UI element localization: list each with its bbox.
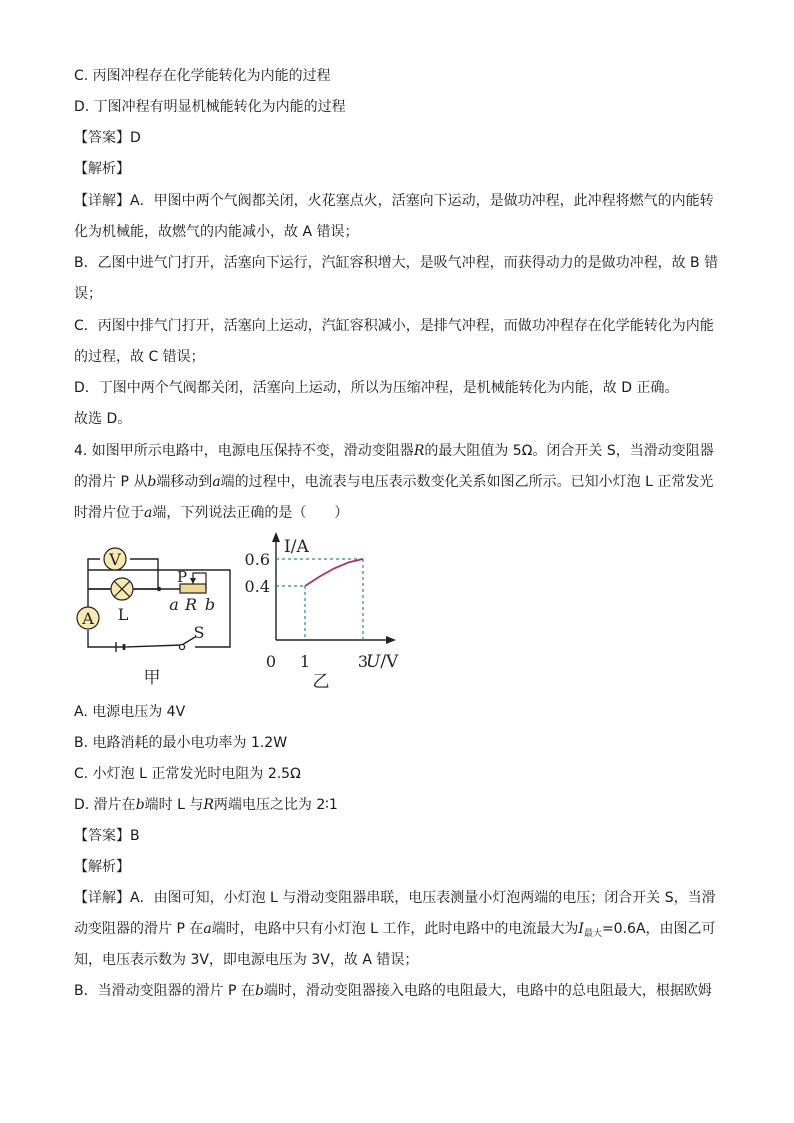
detail-line: 误； [74, 286, 102, 302]
figure [70, 530, 420, 695]
detail-line: 动变阻器的滑片 P 在a端时，电路中只有小灯泡 L 工作，此时电路中的电流最大为$I_{最大}=0.6A$，由图乙可 [74, 921, 716, 939]
detail-line: 知，电压表示数为 3V，即电源电压为 3V，故 A 错误； [74, 952, 419, 968]
wire-voltmeter-right [130, 559, 158, 570]
guide-lines [276, 559, 363, 640]
analysis-label: 【解析】 [74, 859, 130, 875]
end-b-label: b [204, 595, 216, 614]
slider-label: P [176, 568, 188, 586]
y-tick-label: 0.4 [244, 577, 270, 596]
x-tick-label: 3 [357, 652, 369, 671]
detail-line: 【详解】A．由图可知，小灯泡 L 与滑动变阻器串联，电压表测量小灯泡两端的电压；闭合开关 S，当滑 [74, 890, 716, 906]
ammeter-label: A [82, 609, 94, 628]
x-tick-label: 1 [299, 652, 311, 671]
tick-labels [245, 550, 369, 671]
y-tick-label: 0.6 [244, 550, 270, 569]
slider-arrow [190, 578, 196, 584]
question-4-line-1: 4. 如图甲所示电路中，电源电压保持不变，滑动变阻器R的最大阻值为 5Ω。闭合开关 S，当滑动变阻器 [74, 443, 714, 459]
y-axis-label: I/A [284, 537, 309, 557]
answer-prev: 【答案】D [74, 130, 141, 146]
option-b: B. 电路消耗的最小电功率为 1.2W [74, 735, 288, 751]
option-d-prev: D. 丁图冲程有明显机械能转化为内能的过程 [74, 99, 346, 115]
detail-line: B．乙图中进气门打开，活塞向下运行，汽缸容积增大，是吸气冲程，而获得动力的是做功冲程，故 B 错 [74, 255, 719, 271]
resistor-label: R [184, 595, 198, 614]
detail-line: B．当滑动变阻器的滑片 P 在b端时，滑动变阻器接入电路的电阻最大，电路中的总电阻最大，根据欧姆 [74, 983, 712, 999]
voltmeter-label: V [109, 550, 121, 569]
option-a: A. 电源电压为 4V [74, 704, 186, 720]
end-a-label: a [169, 595, 179, 614]
switch-contact [179, 644, 184, 649]
x-axis-arrow [386, 636, 396, 644]
option-d: D. 滑片在b端时 L 与R两端电压之比为 2∶1 [74, 797, 338, 813]
option-c-prev: C. 丙图冲程存在化学能转化为内能的过程 [74, 68, 331, 84]
detail-line: 的过程，故 C 错误； [74, 349, 205, 365]
conclusion-line: 故选 D。 [74, 411, 132, 427]
option-c: C. 小灯泡 L 正常发光时电阻为 2.5Ω [74, 766, 301, 782]
switch-label: S [193, 623, 205, 642]
series-line [305, 559, 363, 586]
detail-line: 【详解】A．甲图中两个气阀都关闭，火花塞点火，活塞向下运动，是做功冲程，此冲程将燃气的内能转 [74, 193, 714, 209]
detail-line: D．丁图中两个气阀都关闭，活塞向上运动，所以为压缩冲程，是机械能转化为内能，故 D 正确。 [74, 380, 679, 396]
wire-voltmeter-left [88, 559, 100, 570]
analysis-label-prev: 【解析】 [74, 161, 130, 177]
answer-label: 【答案】B [74, 828, 140, 844]
question-4-line-3: 时滑片位于a端，下列说法正确的是（ ） [74, 505, 349, 521]
question-4-line-2: 的滑片 P 从b端移动到a端的过程中，电流表与电压表示数变化关系如图乙所示。已知小灯泡 L 正常发光 [74, 474, 714, 490]
circuit-caption: 甲 [143, 668, 161, 688]
wire-bottom-left [88, 630, 182, 647]
detail-line: 化为机械能，故燃气的内能减小，故 A 错误； [74, 224, 359, 240]
figure-svg [70, 530, 420, 695]
graph [245, 532, 400, 692]
lamp-label: L [117, 605, 129, 624]
x-axis-label: U/V [366, 652, 399, 672]
y-axis-arrow [272, 532, 280, 542]
origin-label: 0 [265, 652, 277, 671]
junction-dot [157, 587, 161, 591]
graph-caption: 乙 [312, 672, 330, 692]
detail-line: C．丙图中排气门打开，活塞向上运动，汽缸容积减小，是排气冲程，而做功冲程存在化学能转化为内能 [74, 318, 714, 334]
